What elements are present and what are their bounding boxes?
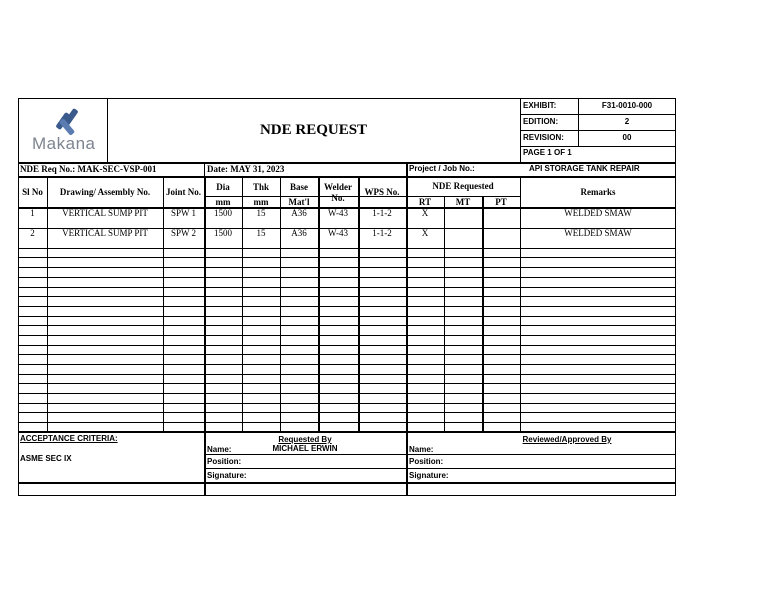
cell-sl: 2 bbox=[30, 228, 35, 238]
cell-base: A36 bbox=[291, 228, 307, 238]
acceptance-label: ACCEPTANCE CRITERIA: bbox=[20, 434, 118, 443]
reviewed-name-label: Name: bbox=[409, 445, 434, 454]
project-value: API STORAGE TANK REPAIR bbox=[529, 164, 640, 173]
cell-welder: W-43 bbox=[328, 208, 348, 218]
cell-thk: 15 bbox=[256, 208, 266, 218]
cell-drawing: VERTICAL SUMP PIT bbox=[62, 228, 148, 238]
col-base-sub: Mat'l bbox=[288, 197, 310, 207]
cell-wps: 1-1-2 bbox=[372, 208, 392, 218]
cell-joint: SPW 1 bbox=[170, 208, 197, 218]
requested-by-label: Requested By bbox=[278, 435, 332, 444]
col-drawing: Drawing/ Assembly No. bbox=[59, 187, 151, 197]
col-dia-unit: mm bbox=[215, 197, 231, 207]
date: Date: MAY 31, 2023 bbox=[207, 164, 285, 174]
page-title: NDE REQUEST bbox=[259, 122, 368, 138]
page-indicator: PAGE 1 OF 1 bbox=[523, 148, 572, 157]
project-label: Project / Job No.: bbox=[409, 164, 475, 173]
cell-joint: SPW 2 bbox=[170, 228, 197, 238]
revision-label: REVISION: bbox=[523, 133, 564, 142]
col-welder-sub: No. bbox=[331, 193, 345, 203]
cell-dia: 1500 bbox=[214, 228, 232, 238]
col-dia: Dia bbox=[216, 182, 230, 192]
requested-signature-label: Signature: bbox=[207, 471, 247, 480]
exhibit-value: F31-0010-000 bbox=[601, 101, 653, 110]
cell-rt: X bbox=[421, 208, 429, 218]
cell-thk: 15 bbox=[256, 228, 266, 238]
makana-logo bbox=[28, 104, 98, 156]
requested-position-label: Position: bbox=[207, 457, 242, 466]
exhibit-label: EXHIBIT: bbox=[523, 101, 557, 110]
revision-value: 00 bbox=[622, 133, 632, 142]
cell-rt: X bbox=[421, 228, 429, 238]
cell-wps: 1-1-2 bbox=[372, 228, 392, 238]
cell-sl: 1 bbox=[30, 208, 35, 218]
col-nde-requested: NDE Requested bbox=[432, 181, 494, 191]
col-thk-unit: mm bbox=[253, 197, 269, 207]
table-row bbox=[18, 207, 676, 227]
cell-welder: W-43 bbox=[328, 228, 348, 238]
cell-remarks: WELDED SMAW bbox=[564, 208, 632, 218]
req-no: NDE Req No.: MAK-SEC-VSP-001 bbox=[20, 164, 157, 174]
cell-drawing: VERTICAL SUMP PIT bbox=[62, 208, 148, 218]
col-thk: Thk bbox=[252, 182, 269, 192]
col-remarks: Remarks bbox=[580, 187, 616, 197]
requested-by-name: MICHAEL ERWIN bbox=[272, 444, 338, 453]
col-joint: Joint No. bbox=[165, 187, 201, 197]
cell-base: A36 bbox=[291, 208, 307, 218]
table-row bbox=[18, 228, 676, 248]
cell-remarks: WELDED SMAW bbox=[564, 228, 632, 238]
col-wps: WPS No. bbox=[364, 187, 400, 197]
logo-text: Makana bbox=[32, 134, 96, 153]
reviewed-label: Reviewed/Approved By bbox=[522, 435, 612, 444]
col-rt: RT bbox=[418, 197, 432, 207]
col-welder: Welder bbox=[324, 182, 352, 192]
col-sl-no: Sl No bbox=[22, 187, 43, 197]
acceptance-value: ASME SEC IX bbox=[20, 454, 72, 463]
col-pt: PT bbox=[495, 197, 507, 207]
reviewed-position-label: Position: bbox=[409, 457, 444, 466]
requested-name-label: Name: bbox=[207, 445, 232, 454]
col-base: Base bbox=[290, 182, 308, 192]
reviewed-signature-label: Signature: bbox=[409, 471, 449, 480]
edition-value: 2 bbox=[624, 117, 630, 126]
nde-request-form bbox=[18, 98, 676, 496]
cell-dia: 1500 bbox=[214, 208, 232, 218]
col-mt: MT bbox=[455, 197, 471, 207]
edition-label: EDITION: bbox=[523, 117, 559, 126]
